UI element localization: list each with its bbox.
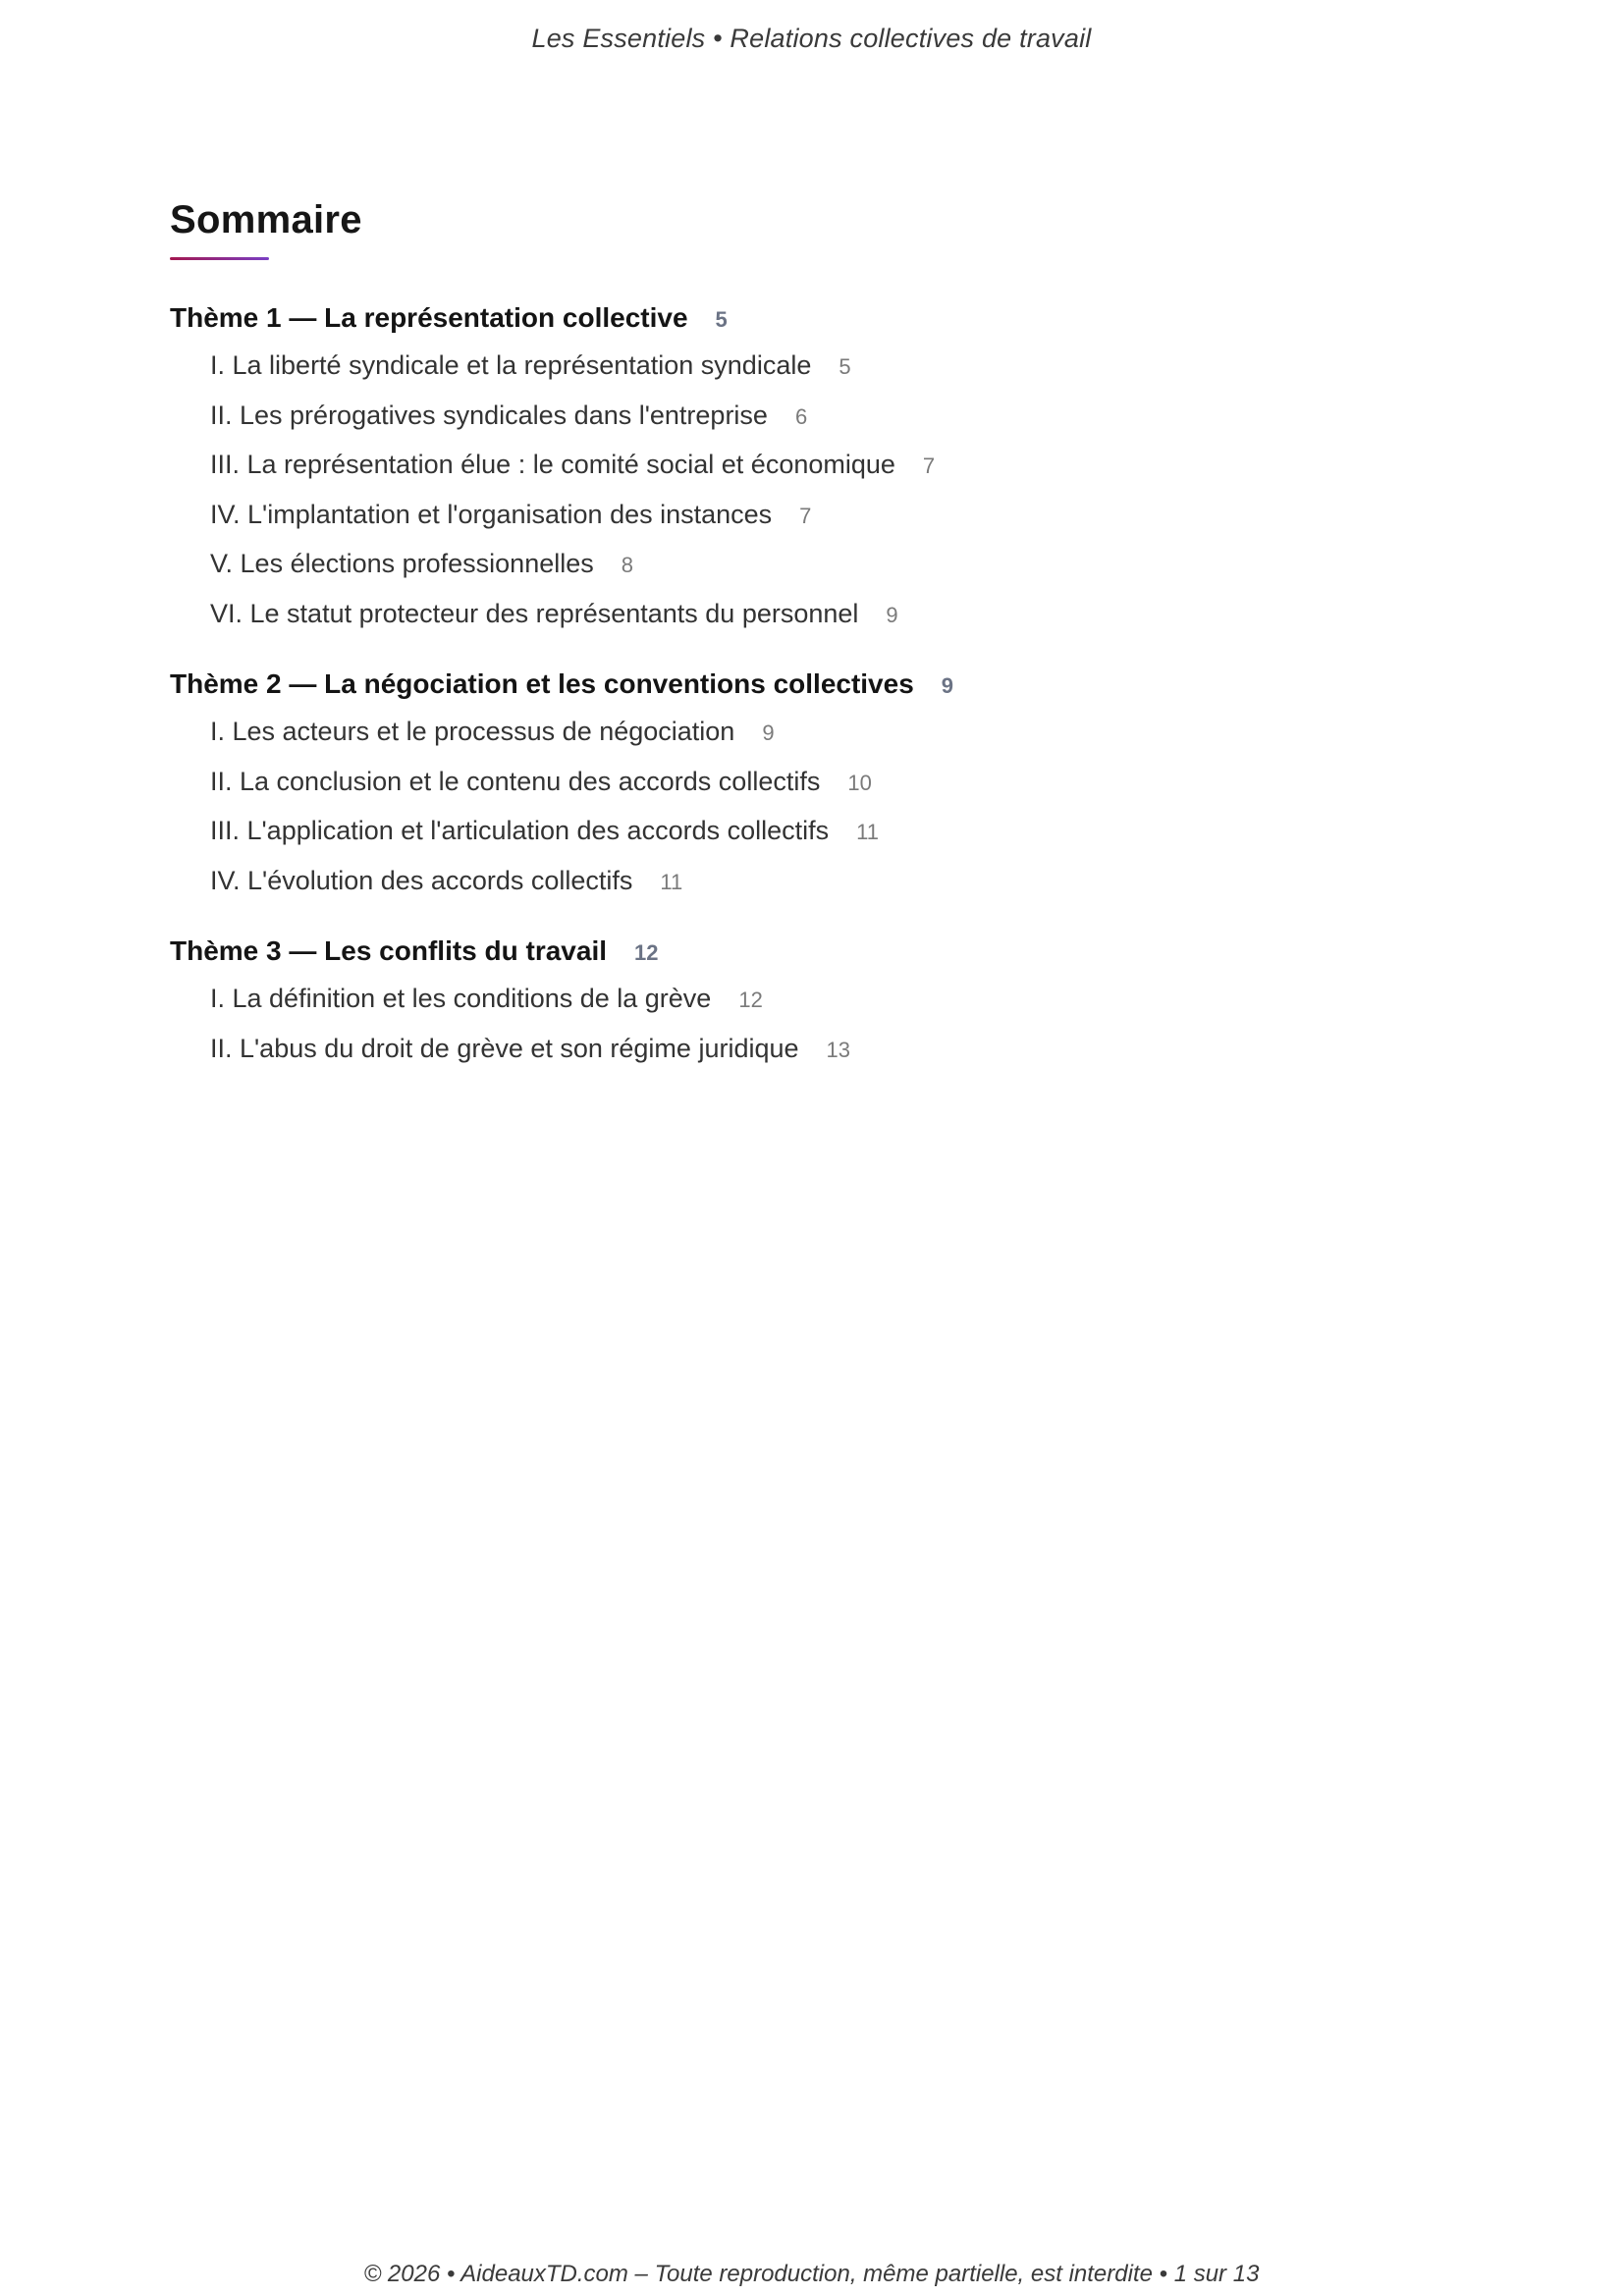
toc-entry-page-number: 5: [839, 354, 851, 379]
toc-entry[interactable]: [210, 707, 1446, 757]
toc-title: Sommaire: [170, 198, 362, 241]
toc-theme-2: [170, 662, 1446, 905]
toc-entry[interactable]: [210, 856, 1446, 906]
toc-entry-page-number: 7: [799, 503, 812, 528]
toc-entry-page-number: 11: [856, 820, 879, 844]
page-footer: © 2026 • AideauxTD.com – Toute reproduction, même partielle, est interdite • 1 sur 13: [363, 2261, 1260, 2287]
toc-entry-label: V. Les élections professionnelles: [210, 549, 594, 578]
toc-entry-label: IV. L'évolution des accords collectifs: [210, 865, 633, 895]
theme-page-number: 9: [941, 673, 954, 698]
toc-entry-label: II. La conclusion et le contenu des accords collectifs: [210, 766, 821, 796]
toc-entry-page-number: 7: [922, 454, 936, 478]
table-of-contents: [170, 192, 1446, 1096]
section-list: [170, 974, 1446, 1073]
theme-label: Thème 3 — Les conflits du travail: [170, 935, 608, 966]
toc-theme-1: [170, 295, 1446, 638]
theme-page-number: 12: [634, 940, 659, 965]
theme-list: [170, 295, 1446, 1073]
toc-entry-label: III. La représentation élue : le comité social et économique: [210, 450, 895, 479]
toc-entry-page-number: 11: [660, 869, 683, 894]
toc-entry[interactable]: [210, 974, 1446, 1024]
toc-entry[interactable]: [210, 757, 1446, 807]
toc-entry[interactable]: [210, 589, 1446, 639]
toc-entry-label: I. La définition et les conditions de la grève: [210, 984, 712, 1013]
toc-entry-page-number: 10: [847, 770, 872, 795]
theme-heading[interactable]: [170, 295, 1446, 341]
theme-label: Thème 1 — La représentation collective: [170, 302, 688, 333]
section-list: [170, 341, 1446, 638]
toc-theme-3: [170, 929, 1446, 1073]
theme-heading[interactable]: [170, 929, 1446, 974]
toc-entry-label: VI. Le statut protecteur des représentants du personnel: [210, 598, 859, 628]
toc-entry-page-number: 13: [826, 1037, 850, 1062]
toc-entry-page-number: 6: [794, 403, 808, 429]
toc-entry-label: II. L'abus du droit de grève et son régime juridique: [210, 1033, 799, 1063]
toc-entry[interactable]: [210, 539, 1446, 589]
toc-entry-page-number: 8: [621, 553, 633, 577]
toc-entry-page-number: 12: [738, 988, 763, 1012]
toc-entry[interactable]: [210, 806, 1446, 856]
toc-entry[interactable]: [210, 490, 1446, 540]
theme-page-number: 5: [715, 307, 728, 332]
toc-entry-label: IV. L'implantation et l'organisation des instances: [210, 499, 773, 529]
toc-entry[interactable]: [210, 341, 1446, 391]
toc-entry-label: II. Les prérogatives syndicales dans l'entreprise: [210, 400, 768, 430]
theme-heading[interactable]: [170, 662, 1446, 707]
theme-label: Thème 2 — La négociation et les conventions collectives: [170, 668, 914, 699]
toc-entry-page-number: 9: [886, 602, 898, 627]
title-underline: [170, 257, 269, 260]
toc-entry[interactable]: [210, 391, 1446, 441]
toc-entry-page-number: 9: [762, 721, 775, 745]
toc-entry[interactable]: [210, 1024, 1446, 1074]
toc-entry-label: I. La liberté syndicale et la représentation syndicale: [210, 350, 812, 380]
section-list: [170, 707, 1446, 905]
toc-entry-label: I. Les acteurs et le processus de négociation: [210, 717, 735, 746]
toc-entry[interactable]: [210, 440, 1446, 490]
toc-entry-label: III. L'application et l'articulation des accords collectifs: [210, 816, 830, 845]
running-header: Les Essentiels • Relations collectives de travail: [531, 24, 1092, 53]
